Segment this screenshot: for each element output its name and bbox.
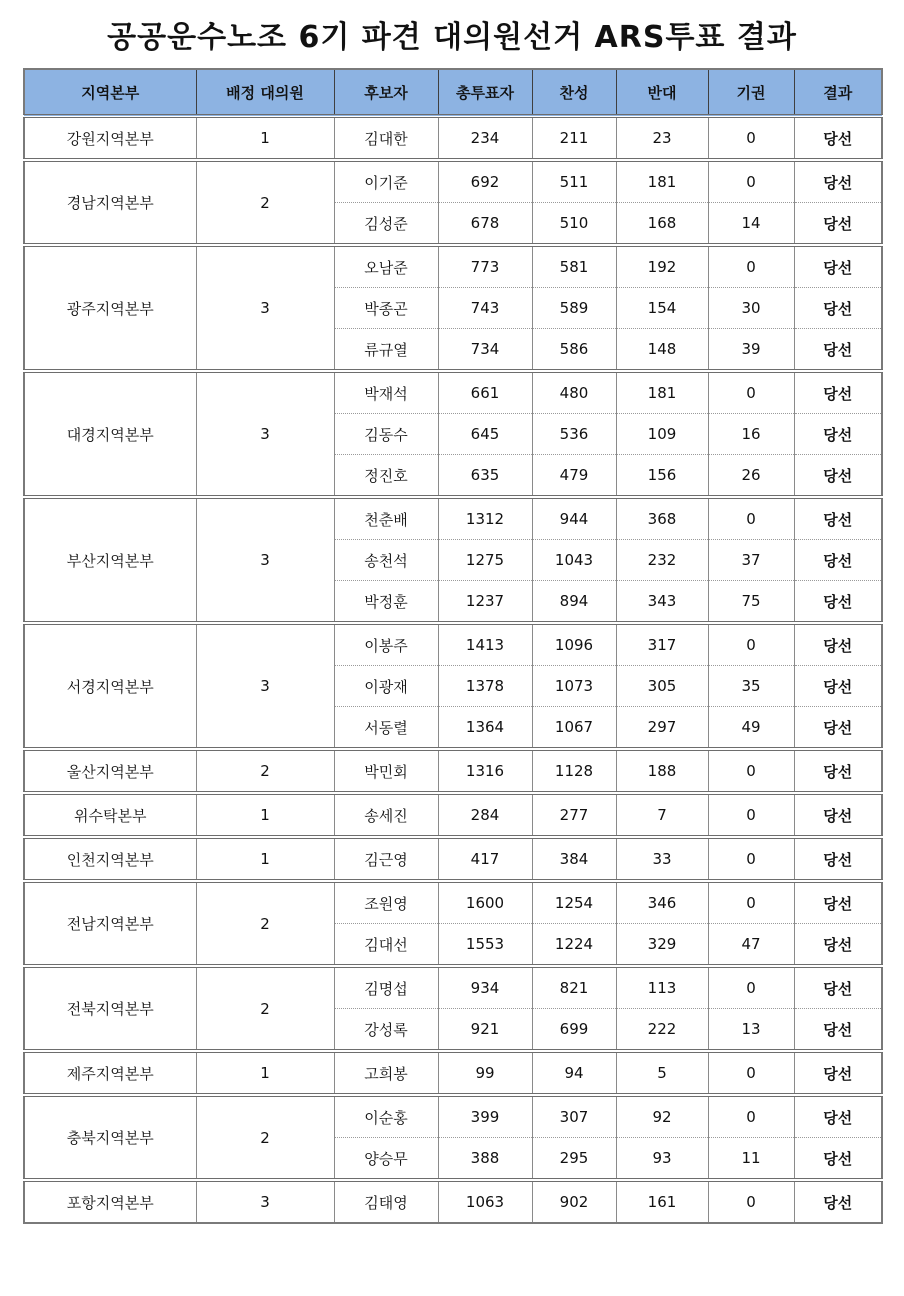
region-cell: 대경지역본부 xyxy=(24,371,196,497)
candidate-cell: 박종곤 xyxy=(334,288,438,329)
result-cell: 당선 xyxy=(794,371,882,414)
table-row xyxy=(24,793,882,837)
candidate-cell: 천춘배 xyxy=(334,497,438,540)
abstain-cell: 0 xyxy=(708,371,794,414)
result-cell: 당선 xyxy=(794,1095,882,1138)
no-cell: 7 xyxy=(616,793,708,837)
no-cell: 222 xyxy=(616,1009,708,1052)
yes-cell: 589 xyxy=(532,288,616,329)
seats-cell: 2 xyxy=(196,966,334,1051)
abstain-cell: 0 xyxy=(708,881,794,924)
candidate-cell: 류규열 xyxy=(334,329,438,372)
yes-cell: 1224 xyxy=(532,924,616,967)
total-voters-cell: 1378 xyxy=(438,666,532,707)
abstain-cell: 26 xyxy=(708,455,794,498)
result-cell: 당선 xyxy=(794,497,882,540)
candidate-cell: 오남준 xyxy=(334,245,438,288)
region-cell: 광주지역본부 xyxy=(24,245,196,371)
table-row xyxy=(24,881,882,924)
yes-cell: 1043 xyxy=(532,540,616,581)
total-voters-cell: 661 xyxy=(438,371,532,414)
candidate-cell: 박민회 xyxy=(334,749,438,793)
total-voters-cell: 921 xyxy=(438,1009,532,1052)
seats-cell: 1 xyxy=(196,793,334,837)
seats-cell: 3 xyxy=(196,497,334,623)
no-cell: 346 xyxy=(616,881,708,924)
result-cell: 당선 xyxy=(794,540,882,581)
table-row xyxy=(24,497,882,540)
candidate-cell: 이순홍 xyxy=(334,1095,438,1138)
candidate-cell: 정진호 xyxy=(334,455,438,498)
result-cell: 당선 xyxy=(794,1009,882,1052)
abstain-cell: 0 xyxy=(708,497,794,540)
yes-cell: 510 xyxy=(532,203,616,246)
result-cell: 당선 xyxy=(794,1180,882,1223)
abstain-cell: 47 xyxy=(708,924,794,967)
total-voters-cell: 399 xyxy=(438,1095,532,1138)
yes-cell: 894 xyxy=(532,581,616,624)
table-row xyxy=(24,160,882,203)
candidate-cell: 양승무 xyxy=(334,1138,438,1181)
total-voters-cell: 1237 xyxy=(438,581,532,624)
no-cell: 109 xyxy=(616,414,708,455)
region-cell: 인천지역본부 xyxy=(24,837,196,881)
region-cell: 전북지역본부 xyxy=(24,966,196,1051)
result-cell: 당선 xyxy=(794,414,882,455)
candidate-cell: 김태영 xyxy=(334,1180,438,1223)
total-voters-cell: 773 xyxy=(438,245,532,288)
no-cell: 33 xyxy=(616,837,708,881)
no-cell: 368 xyxy=(616,497,708,540)
no-cell: 317 xyxy=(616,623,708,666)
table-row xyxy=(24,245,882,288)
abstain-cell: 0 xyxy=(708,837,794,881)
no-cell: 181 xyxy=(616,160,708,203)
yes-cell: 1128 xyxy=(532,749,616,793)
total-voters-cell: 1275 xyxy=(438,540,532,581)
total-voters-cell: 1364 xyxy=(438,707,532,750)
total-voters-cell: 734 xyxy=(438,329,532,372)
seats-cell: 1 xyxy=(196,837,334,881)
total-voters-cell: 934 xyxy=(438,966,532,1009)
no-cell: 232 xyxy=(616,540,708,581)
no-cell: 93 xyxy=(616,1138,708,1181)
region-cell: 경남지역본부 xyxy=(24,160,196,245)
result-cell: 당선 xyxy=(794,881,882,924)
abstain-cell: 49 xyxy=(708,707,794,750)
no-cell: 343 xyxy=(616,581,708,624)
abstain-cell: 13 xyxy=(708,1009,794,1052)
seats-cell: 1 xyxy=(196,1051,334,1095)
total-voters-cell: 417 xyxy=(438,837,532,881)
total-voters-cell: 234 xyxy=(438,116,532,160)
no-cell: 148 xyxy=(616,329,708,372)
no-cell: 23 xyxy=(616,116,708,160)
result-cell: 당선 xyxy=(794,288,882,329)
table-row xyxy=(24,1051,882,1095)
seats-cell: 3 xyxy=(196,623,334,749)
seats-cell: 1 xyxy=(196,116,334,160)
candidate-cell: 조원영 xyxy=(334,881,438,924)
no-cell: 305 xyxy=(616,666,708,707)
abstain-cell: 75 xyxy=(708,581,794,624)
yes-cell: 1096 xyxy=(532,623,616,666)
candidate-cell: 송세진 xyxy=(334,793,438,837)
yes-cell: 277 xyxy=(532,793,616,837)
abstain-cell: 16 xyxy=(708,414,794,455)
col-header-seats: 배정 대의원 xyxy=(196,69,334,116)
result-cell: 당선 xyxy=(794,245,882,288)
region-cell: 전남지역본부 xyxy=(24,881,196,966)
region-cell: 울산지역본부 xyxy=(24,749,196,793)
result-cell: 당선 xyxy=(794,329,882,372)
header-row xyxy=(24,69,882,116)
table-row xyxy=(24,623,882,666)
yes-cell: 94 xyxy=(532,1051,616,1095)
abstain-cell: 0 xyxy=(708,966,794,1009)
region-cell: 충북지역본부 xyxy=(24,1095,196,1180)
seats-cell: 3 xyxy=(196,1180,334,1223)
result-cell: 당선 xyxy=(794,160,882,203)
table-row xyxy=(24,1095,882,1138)
region-cell: 강원지역본부 xyxy=(24,116,196,160)
no-cell: 113 xyxy=(616,966,708,1009)
seats-cell: 3 xyxy=(196,245,334,371)
abstain-cell: 0 xyxy=(708,793,794,837)
seats-cell: 2 xyxy=(196,1095,334,1180)
total-voters-cell: 635 xyxy=(438,455,532,498)
candidate-cell: 서동렬 xyxy=(334,707,438,750)
candidate-cell: 김근영 xyxy=(334,837,438,881)
table-row xyxy=(24,966,882,1009)
total-voters-cell: 99 xyxy=(438,1051,532,1095)
yes-cell: 944 xyxy=(532,497,616,540)
candidate-cell: 이광재 xyxy=(334,666,438,707)
no-cell: 329 xyxy=(616,924,708,967)
col-header-abstain: 기권 xyxy=(708,69,794,116)
total-voters-cell: 678 xyxy=(438,203,532,246)
results-table xyxy=(23,68,883,1224)
region-cell: 위수탁본부 xyxy=(24,793,196,837)
result-cell: 당선 xyxy=(794,1051,882,1095)
yes-cell: 1254 xyxy=(532,881,616,924)
result-cell: 당선 xyxy=(794,455,882,498)
yes-cell: 821 xyxy=(532,966,616,1009)
yes-cell: 295 xyxy=(532,1138,616,1181)
no-cell: 5 xyxy=(616,1051,708,1095)
total-voters-cell: 1553 xyxy=(438,924,532,967)
candidate-cell: 김대선 xyxy=(334,924,438,967)
no-cell: 156 xyxy=(616,455,708,498)
result-cell: 당선 xyxy=(794,966,882,1009)
total-voters-cell: 743 xyxy=(438,288,532,329)
result-cell: 당선 xyxy=(794,203,882,246)
candidate-cell: 김명섭 xyxy=(334,966,438,1009)
abstain-cell: 0 xyxy=(708,749,794,793)
candidate-cell: 박재석 xyxy=(334,371,438,414)
col-header-candidate: 후보자 xyxy=(334,69,438,116)
result-cell: 당선 xyxy=(794,707,882,750)
abstain-cell: 0 xyxy=(708,116,794,160)
result-cell: 당선 xyxy=(794,116,882,160)
yes-cell: 307 xyxy=(532,1095,616,1138)
table-row xyxy=(24,371,882,414)
yes-cell: 511 xyxy=(532,160,616,203)
yes-cell: 586 xyxy=(532,329,616,372)
region-cell: 서경지역본부 xyxy=(24,623,196,749)
seats-cell: 2 xyxy=(196,160,334,245)
yes-cell: 211 xyxy=(532,116,616,160)
candidate-cell: 이기준 xyxy=(334,160,438,203)
table-row xyxy=(24,1180,882,1223)
abstain-cell: 0 xyxy=(708,1095,794,1138)
table-row xyxy=(24,837,882,881)
candidate-cell: 김대한 xyxy=(334,116,438,160)
total-voters-cell: 284 xyxy=(438,793,532,837)
col-header-region: 지역본부 xyxy=(24,69,196,116)
abstain-cell: 0 xyxy=(708,160,794,203)
yes-cell: 581 xyxy=(532,245,616,288)
candidate-cell: 고희봉 xyxy=(334,1051,438,1095)
yes-cell: 536 xyxy=(532,414,616,455)
yes-cell: 1073 xyxy=(532,666,616,707)
region-cell: 제주지역본부 xyxy=(24,1051,196,1095)
total-voters-cell: 388 xyxy=(438,1138,532,1181)
result-cell: 당선 xyxy=(794,924,882,967)
abstain-cell: 30 xyxy=(708,288,794,329)
result-cell: 당선 xyxy=(794,837,882,881)
no-cell: 154 xyxy=(616,288,708,329)
result-cell: 당선 xyxy=(794,793,882,837)
abstain-cell: 0 xyxy=(708,623,794,666)
yes-cell: 699 xyxy=(532,1009,616,1052)
total-voters-cell: 1413 xyxy=(438,623,532,666)
abstain-cell: 14 xyxy=(708,203,794,246)
candidate-cell: 박정훈 xyxy=(334,581,438,624)
abstain-cell: 11 xyxy=(708,1138,794,1181)
candidate-cell: 김성준 xyxy=(334,203,438,246)
abstain-cell: 0 xyxy=(708,1180,794,1223)
result-cell: 당선 xyxy=(794,749,882,793)
col-header-total-voters: 총투표자 xyxy=(438,69,532,116)
col-header-yes: 찬성 xyxy=(532,69,616,116)
table-row xyxy=(24,749,882,793)
total-voters-cell: 1312 xyxy=(438,497,532,540)
abstain-cell: 37 xyxy=(708,540,794,581)
col-header-result: 결과 xyxy=(794,69,882,116)
yes-cell: 1067 xyxy=(532,707,616,750)
no-cell: 297 xyxy=(616,707,708,750)
col-header-no: 반대 xyxy=(616,69,708,116)
result-cell: 당선 xyxy=(794,581,882,624)
seats-cell: 2 xyxy=(196,749,334,793)
abstain-cell: 35 xyxy=(708,666,794,707)
abstain-cell: 39 xyxy=(708,329,794,372)
yes-cell: 479 xyxy=(532,455,616,498)
seats-cell: 2 xyxy=(196,881,334,966)
candidate-cell: 이봉주 xyxy=(334,623,438,666)
yes-cell: 384 xyxy=(532,837,616,881)
yes-cell: 902 xyxy=(532,1180,616,1223)
candidate-cell: 송천석 xyxy=(334,540,438,581)
region-cell: 부산지역본부 xyxy=(24,497,196,623)
total-voters-cell: 692 xyxy=(438,160,532,203)
no-cell: 168 xyxy=(616,203,708,246)
table-row xyxy=(24,116,882,160)
no-cell: 92 xyxy=(616,1095,708,1138)
candidate-cell: 강성록 xyxy=(334,1009,438,1052)
total-voters-cell: 1316 xyxy=(438,749,532,793)
page-title: 공공운수노조 6기 파견 대의원선거 ARS투표 결과 xyxy=(107,20,797,55)
abstain-cell: 0 xyxy=(708,245,794,288)
yes-cell: 480 xyxy=(532,371,616,414)
total-voters-cell: 1063 xyxy=(438,1180,532,1223)
result-cell: 당선 xyxy=(794,1138,882,1181)
result-cell: 당선 xyxy=(794,623,882,666)
no-cell: 181 xyxy=(616,371,708,414)
seats-cell: 3 xyxy=(196,371,334,497)
no-cell: 192 xyxy=(616,245,708,288)
total-voters-cell: 1600 xyxy=(438,881,532,924)
abstain-cell: 0 xyxy=(708,1051,794,1095)
no-cell: 161 xyxy=(616,1180,708,1223)
candidate-cell: 김동수 xyxy=(334,414,438,455)
no-cell: 188 xyxy=(616,749,708,793)
region-cell: 포항지역본부 xyxy=(24,1180,196,1223)
total-voters-cell: 645 xyxy=(438,414,532,455)
result-cell: 당선 xyxy=(794,666,882,707)
